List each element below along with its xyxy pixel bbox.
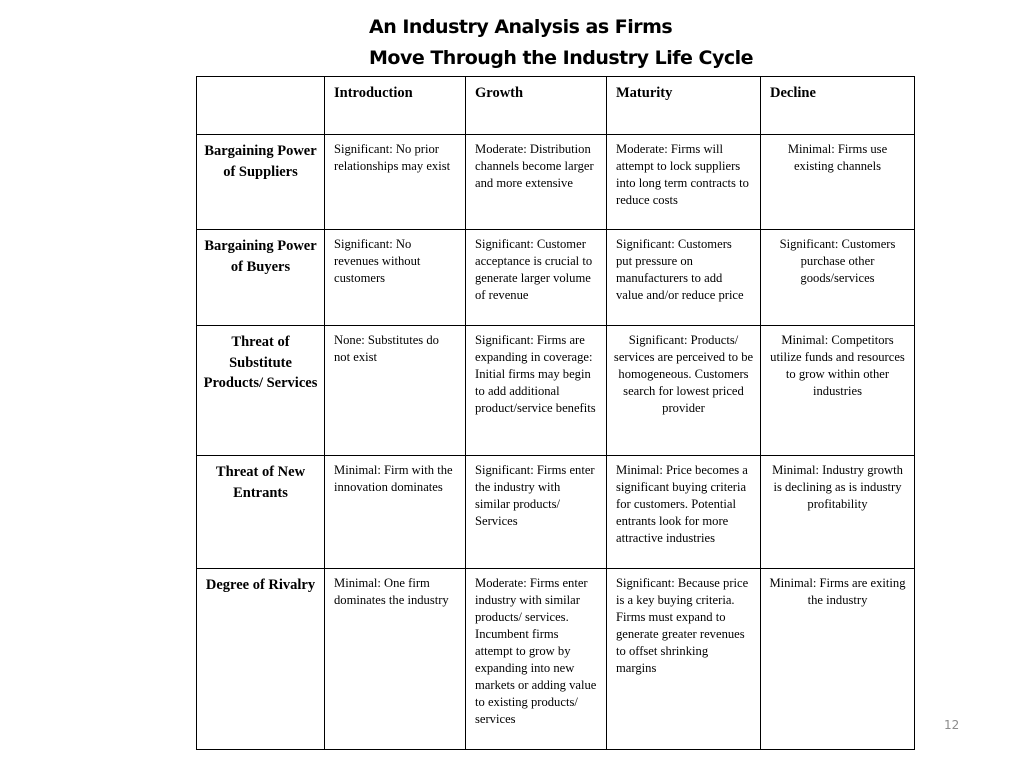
header-maturity: Maturity (607, 77, 761, 135)
row-label-new-entrants: Threat of New Entrants (197, 456, 325, 569)
table-cell: Minimal: Industry growth is declining as is industry profitability (761, 456, 915, 569)
table-cell: Minimal: Competitors utilize funds and resources to grow within other industries (761, 326, 915, 456)
table-cell: Significant: Customer acceptance is crucial to generate larger volume of revenue (466, 230, 607, 326)
table-cell: Moderate: Distribution channels become larger and more extensive (466, 135, 607, 230)
table-cell: Minimal: Firms are exiting the industry (761, 569, 915, 750)
life-cycle-table (196, 76, 915, 750)
table-row-new-entrants (197, 456, 915, 569)
slide-title-line-2: Move Through the Industry Life Cycle (369, 47, 753, 69)
header-corner-cell (197, 77, 325, 135)
table-cell: Significant: Firms are expanding in coverage: Initial firms may begin to add additional product/service benefits (466, 326, 607, 456)
table-cell: Minimal: Firms use existing channels (761, 135, 915, 230)
table-cell: Minimal: Firm with the innovation dominates (325, 456, 466, 569)
row-label-substitutes: Threat of Substitute Products/ Services (197, 326, 325, 456)
table-cell: Significant: No prior relationships may exist (325, 135, 466, 230)
table-cell: Minimal: Price becomes a significant buying criteria for customers. Potential entrants look for more attractive industries (607, 456, 761, 569)
row-label-buyers: Bargaining Power of Buyers (197, 230, 325, 326)
table-cell: Significant: Customers put pressure on manufacturers to add value and/or reduce price (607, 230, 761, 326)
table-cell: Significant: No revenues without customers (325, 230, 466, 326)
row-label-suppliers: Bargaining Power of Suppliers (197, 135, 325, 230)
header-growth: Growth (466, 77, 607, 135)
slide-title (369, 12, 753, 74)
table-header-row (197, 77, 915, 135)
table-cell: Significant: Products/ services are perceived to be homogeneous. Customers search for lowest priced provider (607, 326, 761, 456)
table-row-substitutes (197, 326, 915, 456)
table-cell: Significant: Firms enter the industry with similar products/ Services (466, 456, 607, 569)
table-cell: Significant: Because price is a key buying criteria. Firms must expand to generate greater revenues to offset shrinking margins (607, 569, 761, 750)
row-label-rivalry: Degree of Rivalry (197, 569, 325, 750)
header-introduction: Introduction (325, 77, 466, 135)
table-cell: Significant: Customers purchase other goods/services (761, 230, 915, 326)
slide-title-line-1: An Industry Analysis as Firms (369, 16, 673, 38)
table-cell: Moderate: Firms will attempt to lock suppliers into long term contracts to reduce costs (607, 135, 761, 230)
page-number: 12 (944, 718, 960, 732)
table-row-buyers (197, 230, 915, 326)
table-cell: Moderate: Firms enter industry with similar products/ services. Incumbent firms attempt to grow by expanding into new markets or adding value to existing products/ services (466, 569, 607, 750)
table-row-suppliers (197, 135, 915, 230)
header-decline: Decline (761, 77, 915, 135)
table-row-rivalry (197, 569, 915, 750)
table-cell: Minimal: One firm dominates the industry (325, 569, 466, 750)
table-cell: None: Substitutes do not exist (325, 326, 466, 456)
